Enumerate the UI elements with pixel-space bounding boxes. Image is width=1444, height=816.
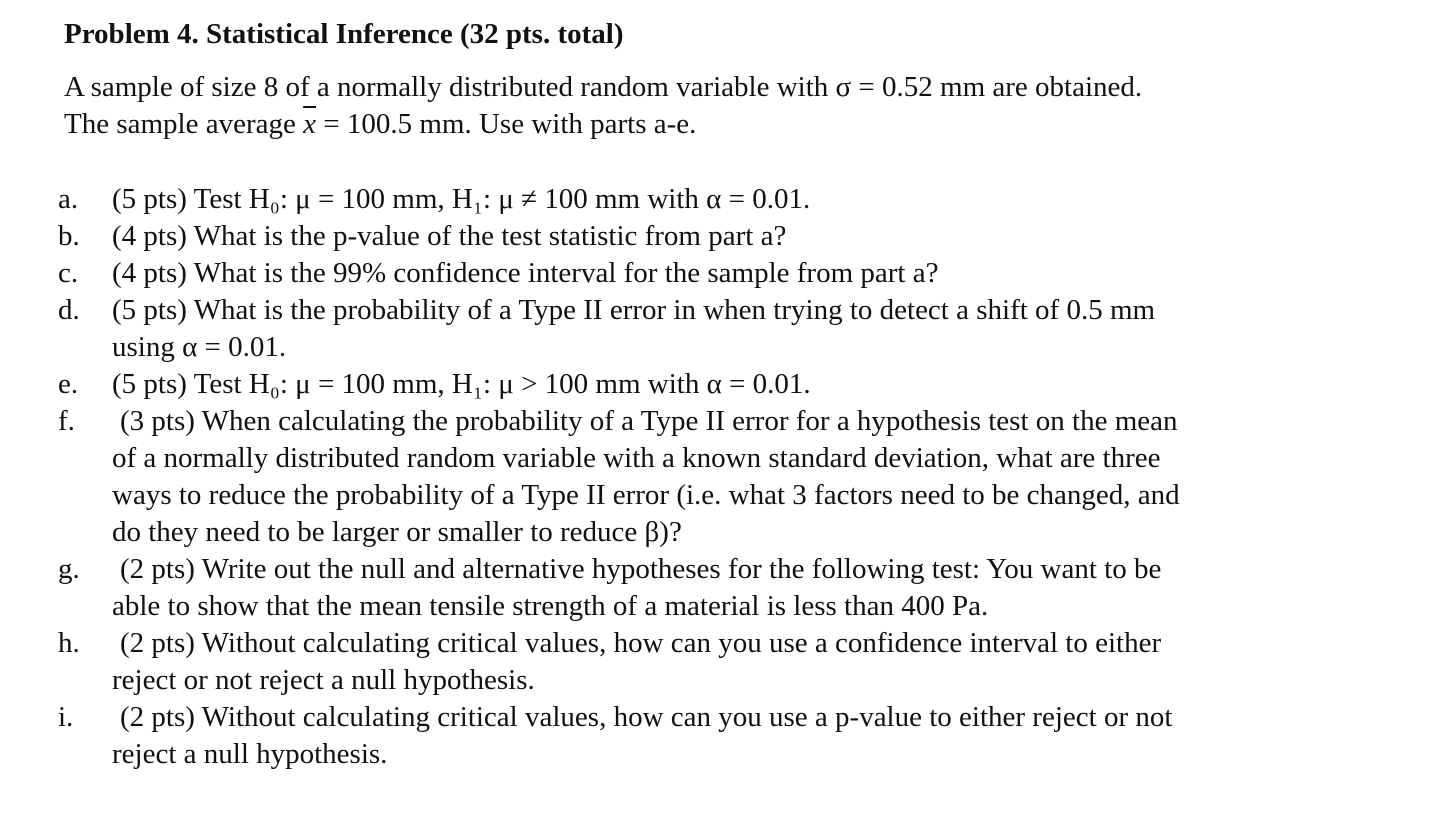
question-line: ways to reduce the probability of a Type II error (i.e. what 3 factors need to be changed, and: [112, 479, 1180, 511]
question-line: do they need to be larger or smaller to reduce β)?: [112, 516, 682, 548]
question-item-h: [58, 625, 1378, 699]
question-item-f: [58, 403, 1378, 551]
question-item-e: [58, 366, 1378, 403]
question-line: (3 pts) When calculating the probability of a Type II error for a hypothesis test on the mean: [120, 405, 1178, 437]
problem-title: Problem 4. Statistical Inference (32 pts. total): [64, 18, 624, 50]
question-text: [112, 255, 1378, 292]
question-letter: d.: [58, 294, 80, 326]
question-item-b: [58, 218, 1378, 255]
question-line: (2 pts) Without calculating critical values, how can you use a p-value to either reject or not: [120, 701, 1173, 733]
question-line: using α = 0.01.: [112, 331, 287, 363]
question-letter: e.: [58, 368, 79, 400]
question-text: [112, 625, 1378, 699]
question-letter: i.: [58, 701, 74, 733]
intro-line-2: [64, 106, 1142, 143]
question-line: reject or not reject a null hypothesis.: [112, 664, 535, 696]
question-text: [112, 403, 1378, 551]
question-line: able to show that the mean tensile strength of a material is less than 400 Pa.: [112, 590, 989, 622]
intro-line-2-post: = 100.5 mm. Use with parts a-e.: [316, 108, 697, 140]
question-item-i: [58, 699, 1378, 773]
question-letter: b.: [58, 220, 80, 252]
question-letter: h.: [58, 627, 80, 659]
question-item-c: [58, 255, 1378, 292]
question-line: (4 pts) What is the p-value of the test statistic from part a?: [112, 220, 787, 252]
question-line: of a normally distributed random variable with a known standard deviation, what are three: [112, 442, 1161, 474]
question-text: [112, 366, 1378, 403]
sample-mean-symbol: $\overline{x}$: [303, 108, 316, 140]
question-line: (2 pts) Write out the null and alternative hypotheses for the following test: You want to be: [120, 553, 1162, 585]
question-line: (5 pts) Test H₀: μ = 100 mm, H₁: μ ≠ 100 mm with α = 0.01.: [112, 183, 811, 215]
question-line: (5 pts) Test H₀: μ = 100 mm, H₁: μ > 100 mm with α = 0.01.: [112, 368, 811, 400]
question-list: [58, 181, 1378, 773]
question-text: [112, 551, 1378, 625]
question-letter: f.: [58, 405, 75, 437]
question-line: (5 pts) What is the probability of a Type II error in when trying to detect a shift of 0.5 mm: [112, 294, 1156, 326]
question-letter: a.: [58, 183, 79, 215]
question-line: reject a null hypothesis.: [112, 738, 388, 770]
question-letter: c.: [58, 257, 79, 289]
question-line: (2 pts) Without calculating critical values, how can you use a confidence interval to either: [120, 627, 1162, 659]
question-item-d: [58, 292, 1378, 366]
question-letter: g.: [58, 553, 80, 585]
question-text: [112, 218, 1378, 255]
intro-line-2-pre: The sample average: [64, 108, 304, 140]
question-text: [112, 181, 1378, 218]
question-text: [112, 699, 1378, 773]
problem-intro: [64, 69, 1142, 143]
question-item-g: [58, 551, 1378, 625]
question-text: [112, 292, 1378, 366]
question-item-a: [58, 181, 1378, 218]
question-line: (4 pts) What is the 99% confidence interval for the sample from part a?: [112, 257, 939, 289]
intro-line-1: A sample of size 8 of a normally distributed random variable with σ = 0.52 mm are obtained.: [64, 71, 1143, 103]
